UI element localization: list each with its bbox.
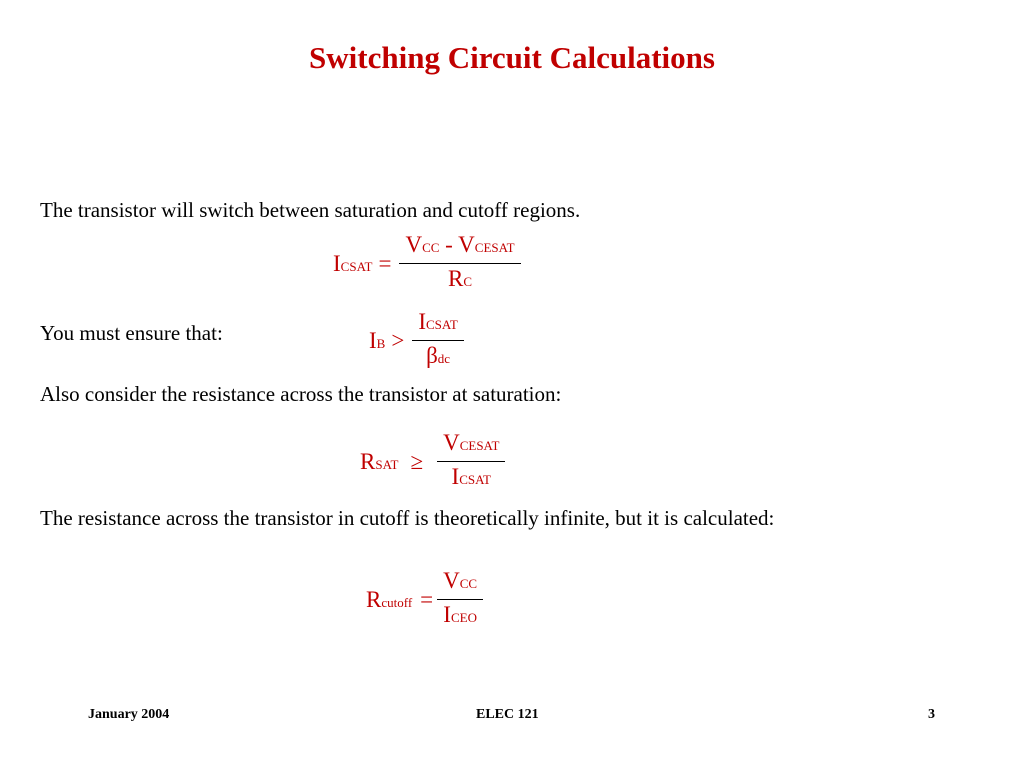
fraction-numerator: VCESAT (443, 430, 500, 455)
fraction-numerator: VCC (443, 568, 478, 593)
equation-icsat (333, 230, 521, 297)
slide-title: Switching Circuit Calculations (309, 40, 715, 75)
fraction-numerator: ICSAT (418, 309, 458, 334)
equation-lhs: IB (369, 327, 386, 353)
paragraph-ensure: You must ensure that: (40, 321, 223, 345)
fraction-denominator: ICEO (443, 602, 477, 627)
fraction (399, 230, 520, 297)
equation-lhs: ICSAT (333, 250, 373, 276)
paragraph-saturation-resistance: Also consider the resistance across the transistor at saturation: (40, 382, 562, 406)
fraction-denominator: βdc (426, 343, 451, 368)
equation-lhs: Rcutoff (366, 586, 413, 612)
equation-operator: > (391, 327, 405, 353)
fraction (437, 428, 505, 495)
fraction-numerator: VCC - VCESAT (405, 232, 515, 257)
equation-operator: = (420, 586, 434, 612)
paragraph-switch-regions: The transistor will switch between saturation and cutoff regions. (40, 198, 581, 222)
fraction (412, 307, 463, 374)
equation-operator: = (378, 250, 392, 276)
equation-operator: ≥ (410, 448, 424, 474)
paragraph-cutoff-resistance: The resistance across the transistor in cutoff is theoretically infinite, but it is calculated: (40, 506, 775, 530)
footer-date: January 2004 (88, 707, 170, 722)
equation-lhs: RSAT (360, 448, 399, 474)
fraction (437, 566, 483, 633)
footer-course: ELEC 121 (476, 707, 539, 722)
equation-rcutoff (366, 566, 483, 633)
footer-page-number: 3 (928, 707, 935, 722)
equation-ib (369, 307, 464, 374)
fraction-denominator: RC (447, 266, 472, 291)
fraction-denominator: ICSAT (451, 464, 491, 489)
equation-rsat (360, 428, 505, 495)
